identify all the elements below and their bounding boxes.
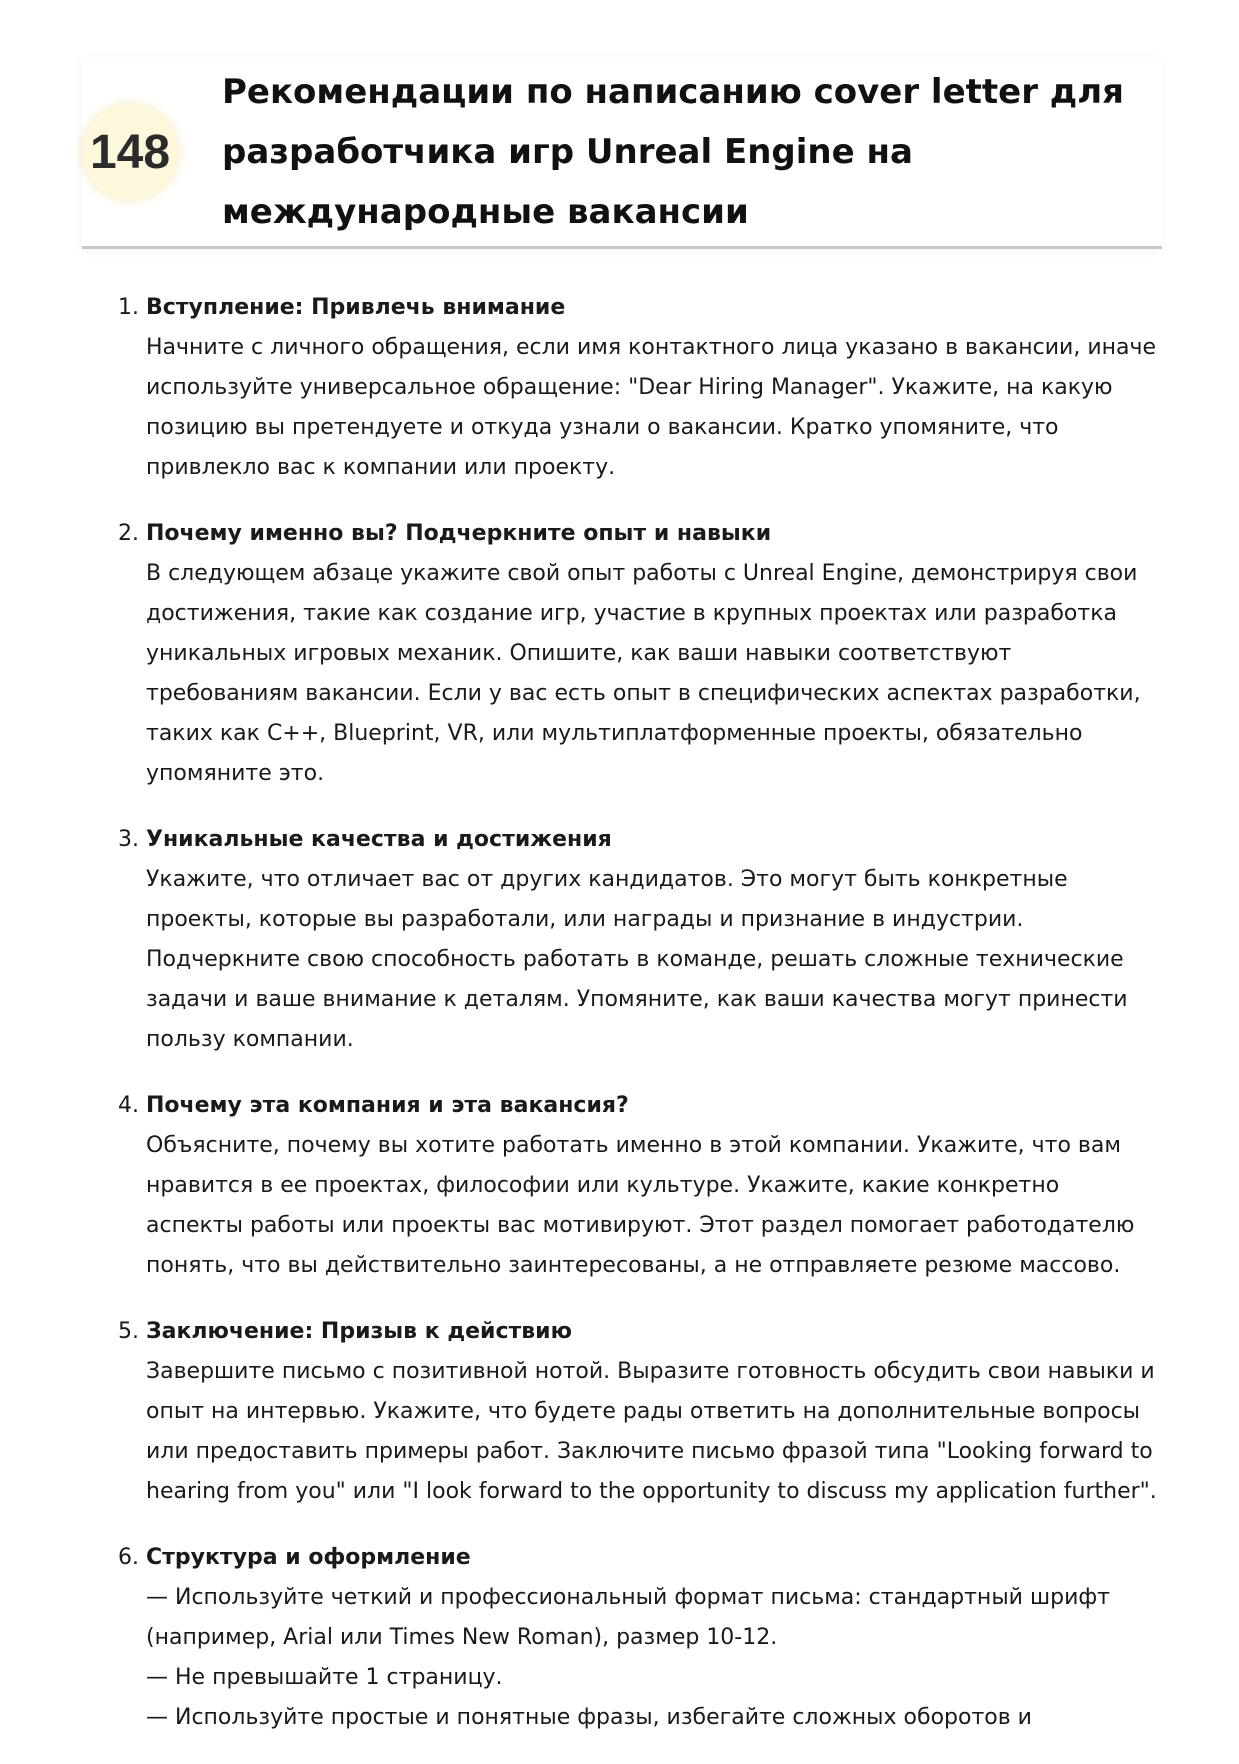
item-body: Начните с личного обращения, если имя контактного лица указано в вакансии, иначе используйте универсальное обращение: "Dear Hiring Manager". Укажите, на какую позицию вы претендуете и откуда узнали о вакансии. Кратко упомяните, что привлекло вас к компании или проекту. <box>146 335 1157 480</box>
item-body: Завершите письмо с позитивной нотой. Выразите готовность обсудить свои навыки и опыт на интервью. Укажите, что будете рады ответить на дополнительные вопросы или предоставить примеры работ. Заключите письмо фразой типа "Looking forward to hearing from you" или "I look forward to the opportunity to discuss my application further". <box>146 1359 1157 1504</box>
list-item <box>110 1086 1160 1286</box>
item-number: 5. <box>118 1319 139 1344</box>
item-bullet-line: — Используйте простые и понятные фразы, избегайте сложных оборотов и <box>146 1705 1032 1730</box>
item-bullet-line: — Не превышайте 1 страницу. <box>146 1665 503 1690</box>
list-item <box>110 1312 1160 1512</box>
document-header <box>82 58 1162 249</box>
item-number: 1. <box>118 295 139 320</box>
item-heading: Уникальные качества и достижения <box>146 827 612 852</box>
list-item <box>110 1538 1160 1738</box>
item-heading: Структура и оформление <box>146 1545 471 1570</box>
item-heading: Заключение: Призыв к действию <box>146 1319 572 1344</box>
list-item <box>110 820 1160 1060</box>
recommendations-list <box>110 288 1160 1764</box>
item-heading: Почему именно вы? Подчеркните опыт и навыки <box>146 521 772 546</box>
item-body: Объясните, почему вы хотите работать именно в этой компании. Укажите, что вам нравится в ее проектах, философии или культуре. Укажите, какие конкретно аспекты работы или проекты вас мотивируют. Этот раздел помогает работодателю понять, что вы действительно заинтересованы, а не отправляете резюме массово. <box>146 1133 1135 1278</box>
item-number: 2. <box>118 521 139 546</box>
item-heading: Вступление: Привлечь внимание <box>146 295 566 320</box>
item-body: Укажите, что отличает вас от других кандидатов. Это могут быть конкретные проекты, которые вы разработали, или награды и признание в индустрии. Подчеркните свою способность работать в команде, решать сложные технические задачи и ваше внимание к деталям. Упомяните, как ваши качества могут принести пользу компании. <box>146 867 1128 1052</box>
page-title: Рекомендации по написанию cover letter для разработчика игр Unreal Engine на международные вакансии <box>222 72 1124 232</box>
page-number-badge: 148 <box>82 104 178 200</box>
item-number: 6. <box>118 1545 139 1570</box>
item-body: В следующем абзаце укажите свой опыт работы с Unreal Engine, демонстрируя свои достижения, такие как создание игр, участие в крупных проектах или разработка уникальных игровых механик. Опишите, как ваши навыки соответствуют требованиям вакансии. Если у вас есть опыт в специфических аспектах разработки, таких как C++, Blueprint, VR, или мультиплатформенные проекты, обязательно упомяните это. <box>146 561 1141 786</box>
item-number: 4. <box>118 1093 139 1118</box>
item-number: 3. <box>118 827 139 852</box>
list-item <box>110 514 1160 794</box>
item-heading: Почему эта компания и эта вакансия? <box>146 1093 629 1118</box>
item-bullet-line: — Используйте четкий и профессиональный формат письма: стандартный шрифт (например, Arial или Times New Roman), размер 10-12. <box>146 1585 1110 1650</box>
list-item <box>110 288 1160 488</box>
